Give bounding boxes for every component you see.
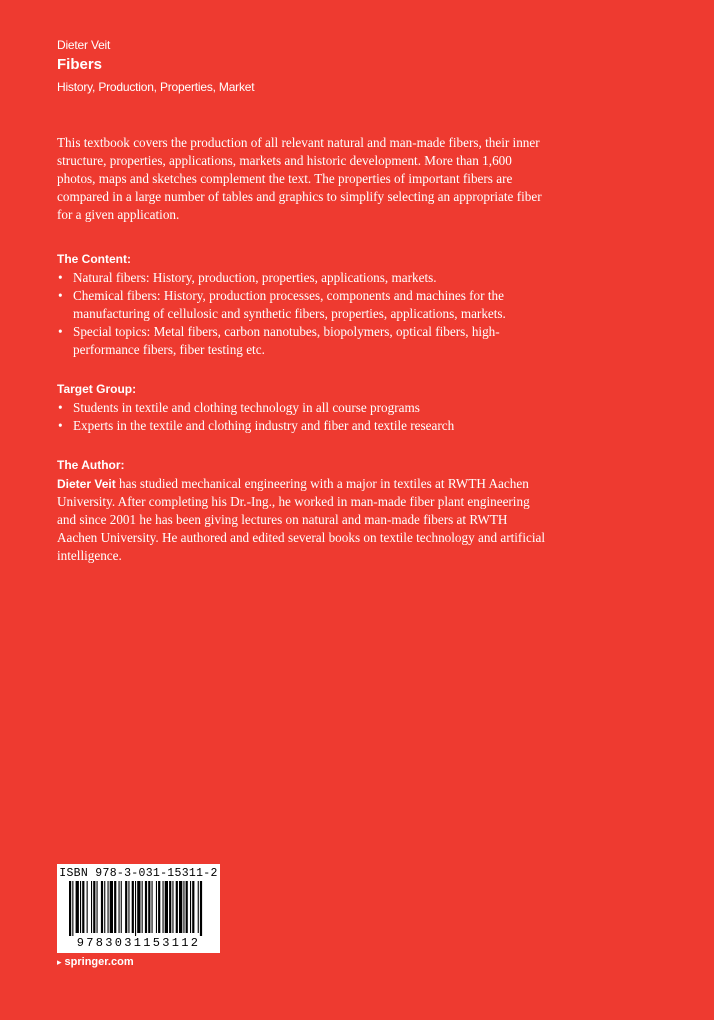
list-item: • Chemical fibers: History, production processes, components and machines for the manufacturing of cellulosic and synthetic fibers, properties, applications, markets. [58,288,506,321]
author-bio [57,475,547,565]
book-title: Fibers [57,56,103,73]
author-bio-text: has studied mechanical engineering with a major in textiles at RWTH Aachen University. After completing his Dr.-Ing., he worked in man-made fiber plant engineering and since 2001 he has been giving lectures on natural and man-made fibers at RWTH Aachen University. He authored and edited several books on textile technology and artificial intelligence. [57,476,546,563]
publisher-url: springer.com [64,956,134,968]
list-item: • Natural fibers: History, production, properties, applications, markets. [58,270,437,285]
content-list [57,269,547,359]
barcode-image [61,881,216,939]
target-list [57,399,547,435]
bullet-icon: • [58,288,63,303]
author-bio-name: Dieter Veit [57,477,116,491]
bullet-icon: • [58,324,63,339]
book-subtitle: History, Production, Properties, Market [57,80,255,94]
publisher-link[interactable] [57,956,134,968]
list-item: • Experts in the textile and clothing industry and fiber and textile research [58,418,455,433]
isbn-label: ISBN 978-3-031-15311-2 [59,867,218,880]
isbn-barcode [57,864,220,953]
author-name: Dieter Veit [57,38,111,52]
list-item: • Students in textile and clothing technology in all course programs [58,400,420,415]
back-cover-text [57,134,547,565]
bullet-icon: • [58,400,63,415]
list-item: • Special topics: Metal fibers, carbon nanotubes, biopolymers, optical fibers, high-performance fibers, fiber testing etc. [58,324,500,357]
header [57,37,254,95]
intro-paragraph: This textbook covers the production of all relevant natural and man-made fibers, their inner structure, properties, applications, markets and historic development. More than 1,600 photos, maps and sketches complement the text. The properties of important fibers are compared in a large number of tables and graphics to simplify selecting an appropriate fiber for a given application. [57,135,542,222]
content-heading: The Content: [57,252,131,266]
bullet-icon: • [58,270,63,285]
barcode-digits: 9783031153112 [61,936,216,950]
author-heading: The Author: [57,458,125,472]
bullet-icon: • [58,418,63,433]
arrow-right-icon: ▸ [57,956,62,967]
target-heading: Target Group: [57,382,137,396]
